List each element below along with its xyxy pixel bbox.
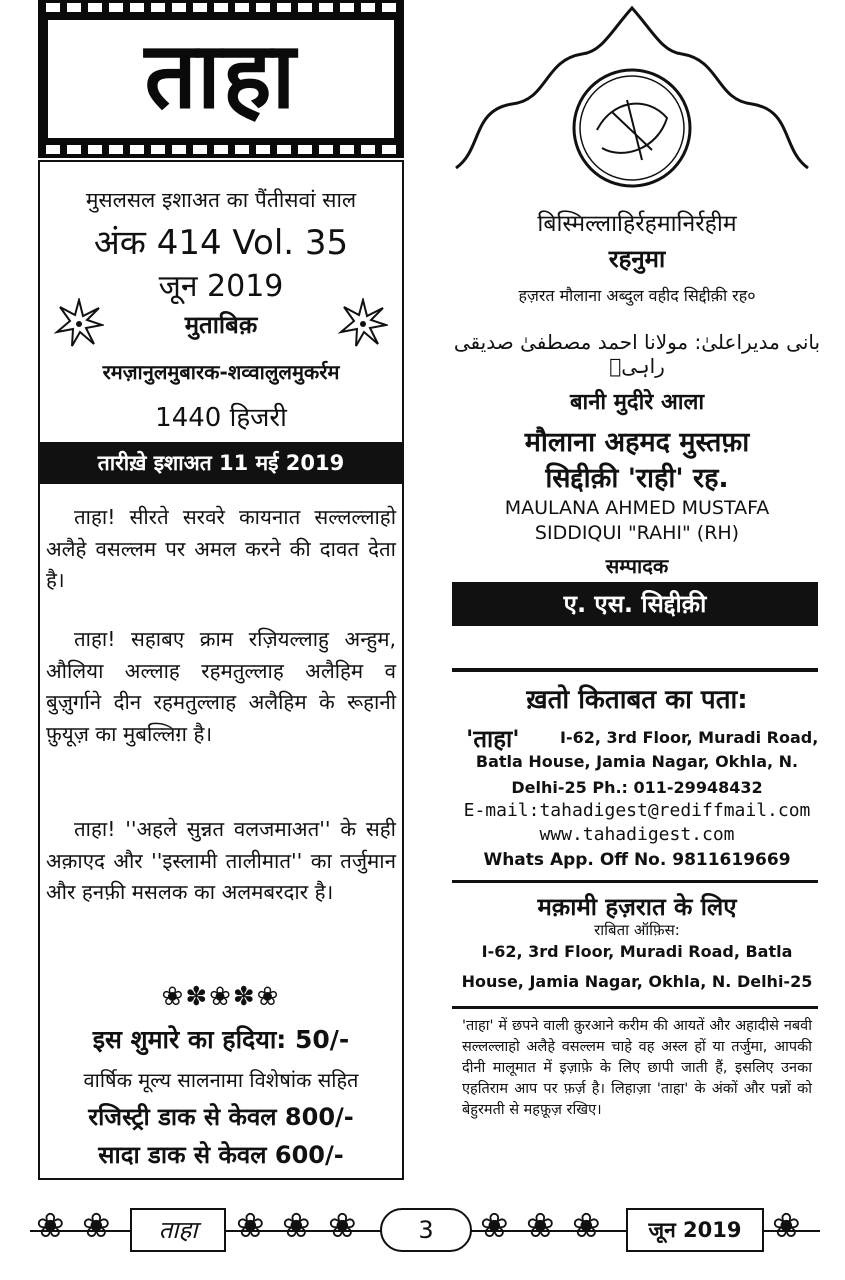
registered-post-price: रजिस्ट्री डाक से केवल 800/- (88, 1103, 354, 1131)
footer-flower-5-icon: ❀ (328, 1206, 357, 1246)
founder-name-english-2: SIDDIQUI "RAHI" (RH) (534, 522, 740, 544)
founder-name-hindi-2: सिद्दीक़ी 'राही' रह. (545, 463, 729, 494)
local-heading: मक़ामी हज़रात के लिए (537, 893, 737, 921)
rahnuma-label: रहनुमा (608, 245, 666, 273)
masthead-panel (48, 20, 394, 138)
footer-flower-9-icon: ❀ (772, 1206, 801, 1246)
footer-flower-7-icon: ❀ (526, 1206, 555, 1246)
calligraphy-seal-icon (590, 70, 674, 154)
divider-rule-2 (452, 880, 818, 883)
film-perforations-bottom (46, 142, 396, 156)
price-line: इस शुमारे का हदिया: 50/- (92, 1025, 350, 1054)
whatsapp-number: Whats App. Off No. 9811619669 (483, 850, 791, 870)
hijri-months: रमज़ानुलमुबारक-शव्वालुलमुकर्रम (102, 360, 340, 384)
annual-subscription-line: वार्षिक मूल्य सालनामा विशेषांक सहित (83, 1068, 359, 1092)
flower-ornament-icon: ❀✽❀✽❀ (161, 982, 281, 1012)
masthead-film-strip (38, 0, 404, 158)
address-line-3: Delhi-25 Ph.: 011-29948432 (511, 778, 763, 797)
address-line-1: I-62, 3rd Floor, Muradi Road, (560, 728, 819, 747)
issue-month: जून 2019 (158, 269, 284, 304)
footer-brand: ताहा (130, 1208, 226, 1252)
rahnuma-name: हज़रत मौलाना अब्दुल वहीद सिद्दीक़ी रह० (518, 286, 756, 305)
series-line: मुसलसल इशाअत का पैंतीसवां साल (85, 188, 357, 212)
respect-notice: 'ताहा' में छपने वाली क़ुरआने करीम की आयतें और अहादीसे नबवी सल्लल्लाहो अलैहे वसल्लम चाहे वह अस्ल हों या तर्जुमा, आपकी दीनी मालूमात में इज़ाफ़े के लिए छापी जाती हैं, इसलिए उनका एहतिराम आप पर फ़र्ज़ है। लिहाज़ा 'ताहा' के अंकों और पन्नों को बेहुरमती से महफ़ूज़ रखिए। (462, 1018, 812, 1118)
email-address: E-mail:tahadigest@rediffmail.com (463, 800, 811, 821)
address-heading: ख़तो किताबत का पता: (526, 685, 748, 715)
issue-number: अंक 414 Vol. 35 (93, 223, 349, 263)
mutabiq-label: मुताबिक़ (184, 311, 258, 339)
urdu-founder-line: بانی مدیراعلیٰ: مولانا احمد مصطفیٰ صدیقی راہیؔ (453, 330, 821, 378)
editor-label: सम्पादक (605, 554, 669, 578)
footer-issue-month: जून 2019 (626, 1208, 764, 1252)
footer-flower-8-icon: ❀ (572, 1206, 601, 1246)
website: www.tahadigest.com (539, 824, 735, 845)
address-brand: 'ताहा' (466, 725, 520, 753)
divider-rule-3 (452, 1006, 818, 1009)
founder-name-hindi-1: मौलाना अहमद मुस्तफ़ा (524, 427, 750, 458)
masthead-title: ताहा (144, 22, 298, 129)
page-footer (30, 1200, 820, 1260)
paragraph-ahle-sunnat: ताहा! ''अहले सुन्नत वलजमाअत'' के सही अक़ाएद और ''इस्लामी तालीमात'' का तर्जुमान और हनफ़ी मसलक का अलमबरदार है। (46, 817, 396, 904)
publication-date-band: तारीख़े इशाअत 11 मई 2019 (40, 442, 402, 484)
hijri-year: 1440 हिजरी (155, 403, 287, 433)
ordinary-post-price: सादा डाक से केवल 600/- (98, 1141, 344, 1169)
film-perforations-top (46, 0, 396, 14)
local-address-2: House, Jamia Nagar, Okhla, N. Delhi-25 (461, 972, 813, 991)
footer-flower-1-icon: ❀ (36, 1206, 65, 1246)
founder-label: बानी मुदीरे आला (569, 390, 705, 415)
paragraph-sahaba: ताहा! सहाबए क्राम रज़ियल्लाहु अन्हुम, औलिया अल्लाह रहमतुल्लाह अलैहिम व बुज़ुर्गाने दीन रहमतुल्लाह अलैहिम के रूहानी फ़ुयूज़ का मुबल्लिग़ है। (46, 627, 396, 746)
footer-flower-6-icon: ❀ (480, 1206, 509, 1246)
local-address-1: I-62, 3rd Floor, Muradi Road, Batla (481, 942, 793, 961)
footer-flower-4-icon: ❀ (282, 1206, 311, 1246)
star-ornament-right-icon (338, 298, 388, 348)
founder-name-english-1: MAULANA AHMED MUSTAFA (504, 497, 770, 519)
paragraph-sirat: ताहा! सीरते सरवरे कायनात सल्लल्लाहो अलैहे वसल्लम पर अमल करने की दावत देता है। (46, 505, 396, 592)
address-line-2: Batla House, Jamia Nagar, Okhla, N. (475, 752, 799, 771)
bismillah-line: बिस्मिल्लाहिर्रहमानिर्रहीम (537, 211, 737, 237)
left-info-box (38, 160, 404, 1180)
page-number: 3 (380, 1208, 472, 1252)
local-office-label: राबिता ऑफ़िस: (594, 921, 680, 939)
footer-flower-3-icon: ❀ (236, 1206, 265, 1246)
editor-name-band: ए. एस. सिद्दीक़ी (452, 582, 818, 626)
divider-rule-1 (452, 668, 818, 672)
footer-flower-2-icon: ❀ (82, 1206, 111, 1246)
